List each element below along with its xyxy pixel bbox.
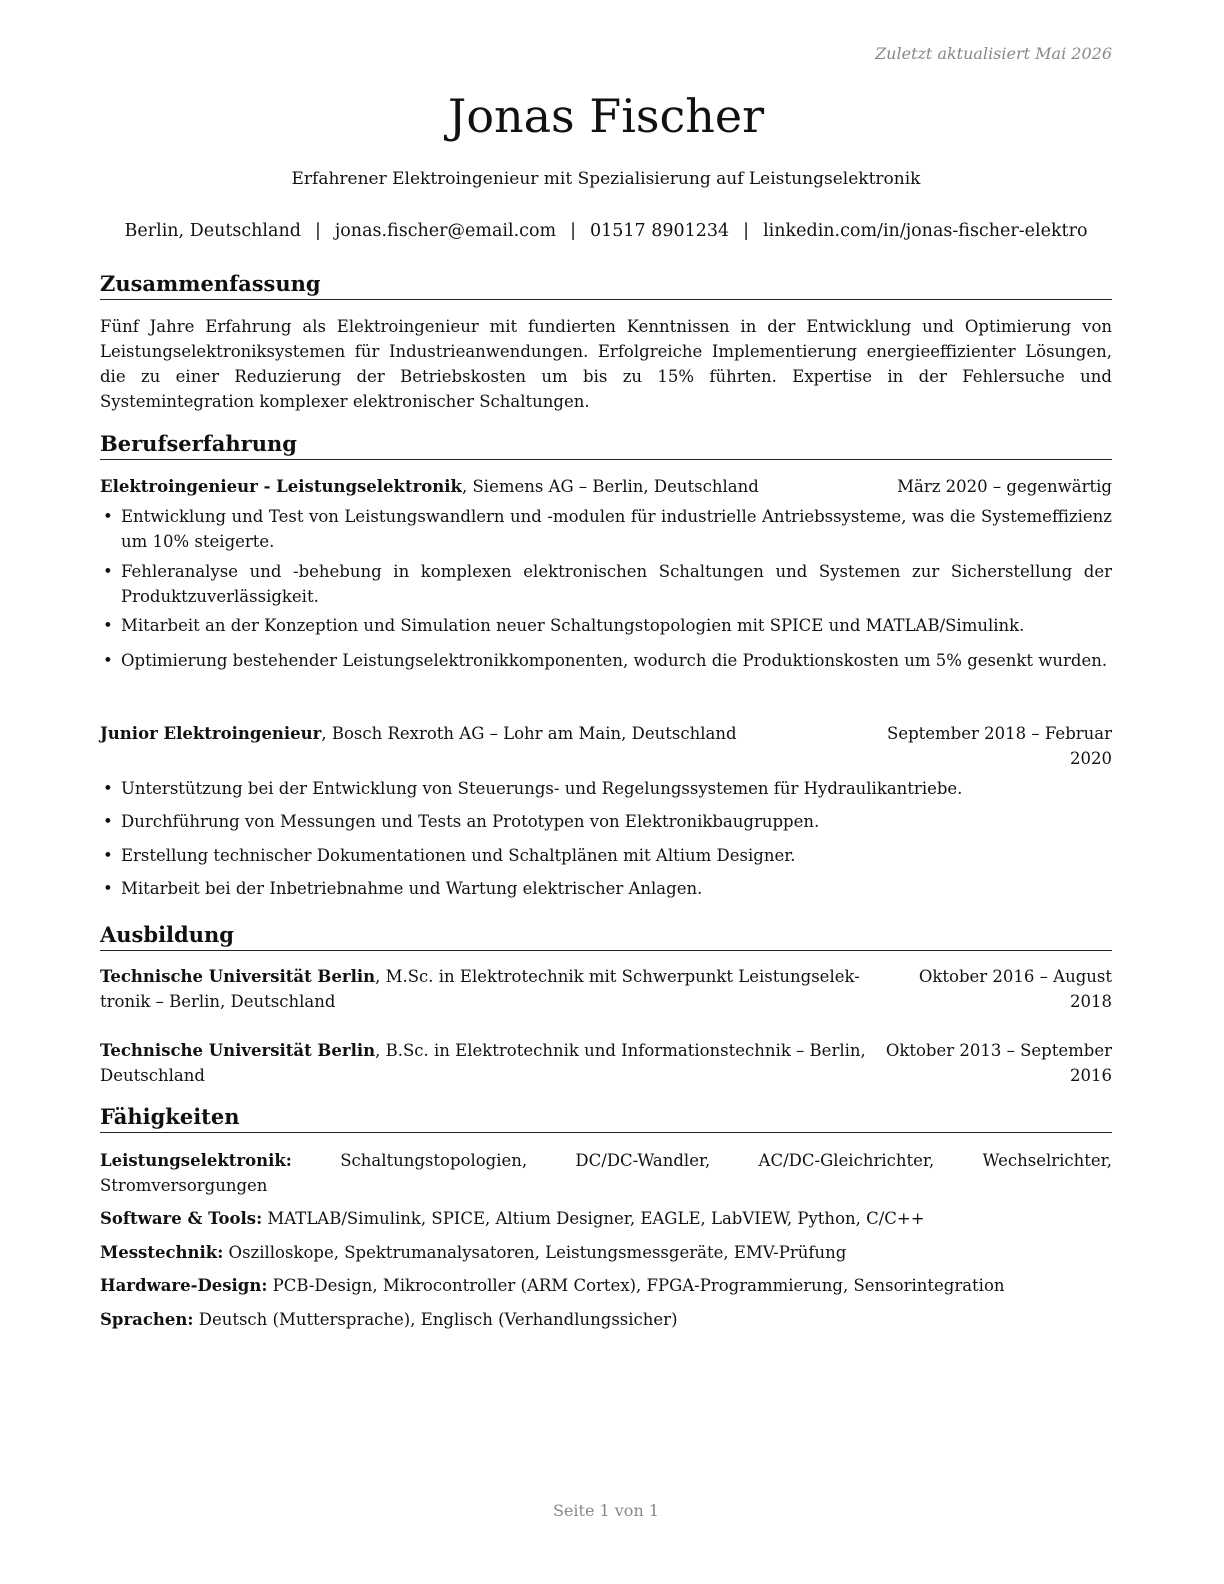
list-item: • Mitarbeit bei der Inbetriebnahme und Wartung elektrischer Anlagen.	[100, 876, 1112, 901]
skill-value: Schaltungstopologien, DC/DC-Wandler, AC/DC-Gleichrichter, Wechselrichter, Stromversorgungen	[100, 1151, 1112, 1195]
last-updated-note: Zuletzt aktualisiert Mai 2026	[875, 44, 1112, 63]
job-title: Elektroingenieur - Leistungselektronik	[100, 477, 462, 496]
job-title: Junior Elektroingenieur	[100, 724, 322, 743]
skill-line	[100, 1240, 1112, 1265]
bullet-point: •	[103, 507, 113, 526]
skill-label: Sprachen:	[100, 1310, 194, 1329]
skill-value: Oszilloskope, Spektrumanalysatoren, Leistungsmessgeräte, EMV-Prüfung	[223, 1243, 847, 1262]
contact-location: Berlin, Deutschland	[124, 221, 301, 241]
page-number: Seite 1 von 1	[552, 1501, 660, 1520]
job-bullet-list	[100, 809, 1112, 834]
skill-value: PCB-Design, Mikrocontroller (ARM Cortex), FPGA-Programmierung, Sensorintegration	[267, 1276, 1005, 1295]
job-bullet-list	[100, 776, 1112, 801]
contact-phone: 01517 8901234	[589, 221, 730, 241]
contact-linkedin-link[interactable]: linkedin.com/in/jonas-fischer-elektro	[763, 221, 1088, 241]
bullet-point: •	[103, 812, 113, 831]
list-item: • Mitarbeit an der Konzeption und Simulation neuer Schaltungstopologien mit SPICE und MATLAB/Simulink.	[100, 613, 1112, 638]
job-dates: März 2020 – gegenwärtig	[897, 477, 1112, 496]
list-item: • Erstellung technischer Dokumentationen und Schaltplänen mit Altium Designer.	[100, 843, 1112, 868]
contact-separator: |	[570, 221, 576, 241]
contact-separator: |	[743, 221, 750, 241]
skill-label: Hardware-Design:	[100, 1276, 268, 1295]
bullet-point: •	[103, 616, 113, 635]
job-bullet-list	[100, 613, 1112, 638]
skill-value: Deutsch (Muttersprache), Englisch (Verhandlungssicher)	[193, 1310, 678, 1329]
section-heading-skills: Fähigkeiten	[100, 1104, 1112, 1133]
job-header	[100, 474, 1112, 499]
list-item: • Durchführung von Messungen und Tests an Prototypen von Elektronikbaugruppen.	[100, 809, 1112, 834]
skill-value: MATLAB/Simulink, SPICE, Altium Designer, EAGLE, LabVIEW, Python, C/C++	[262, 1209, 925, 1228]
job-dates: September 2018 – Februar 2020	[887, 724, 1112, 768]
education-school: Technische Universität Berlin	[100, 1041, 376, 1060]
skill-line	[100, 1206, 1112, 1231]
contact-email-link[interactable]: jonas.fischer@email.com	[334, 221, 557, 241]
skill-label: Messtechnik:	[100, 1243, 224, 1262]
bullet-point: •	[103, 651, 113, 670]
list-item: • Optimierung bestehender Leistungselektronikkomponenten, wodurch die Produktionskosten um 5% gesenkt wurden.	[100, 648, 1112, 673]
list-item: • Entwicklung und Test von Leistungswandlern und -modulen für industrielle Antriebssysteme, was die Systemeffizienz um 10% steigerte.	[100, 504, 1112, 554]
job-bullet-list	[100, 843, 1112, 868]
candidate-tagline: Erfahrener Elektroingenieur mit Spezialisierung auf Leistungselektronik	[291, 169, 921, 189]
education-dates: Oktober 2016 – August 2018	[918, 967, 1112, 1011]
skill-line	[100, 1307, 1112, 1332]
skill-line	[100, 1148, 1112, 1198]
bullet-point: •	[103, 879, 113, 898]
job-bullet-list	[100, 559, 1112, 609]
job-bullet-list	[100, 876, 1112, 901]
education-degree: , B.Sc. in Elektrotechnik und Informationstechnik – Berlin,	[375, 1041, 866, 1060]
job-company: , Bosch Rexroth AG – Lohr am Main, Deutschland	[321, 724, 737, 743]
contact-line	[100, 219, 1112, 243]
list-item: • Fehleranalyse und -behebung in komplexen elektronischen Schaltungen und Systemen zur Sicherstellung der Produktzuverlässigkeit.	[100, 559, 1112, 609]
section-heading-summary: Zusammenfassung	[100, 271, 1112, 300]
bullet-point: •	[103, 779, 113, 798]
education-dates: Oktober 2013 – September 2016	[885, 1041, 1112, 1085]
contact-separator: |	[314, 221, 321, 241]
skill-label: Software & Tools:	[100, 1209, 263, 1228]
skill-label: Leistungselektronik:	[100, 1151, 292, 1170]
summary-text: Fünf Jahre Erfahrung als Elektroingenieur mit fundierten Kenntnissen in der Entwicklung und Optimierung von Leistungselektroniksystemen für Industrieanwendungen. Erfolgreiche Implementierung energieeffizienter Lösungen, die zu einer Reduzierung der Betriebskosten um bis zu 15% führten. Expertise in der Fehlersuche und Systemintegration komplexer elektronischer Schaltungen.	[100, 317, 1112, 411]
bullet-point: •	[103, 562, 113, 581]
education-entry	[100, 964, 1112, 1014]
job-company: , Siemens AG – Berlin, Deutschland	[462, 477, 759, 496]
list-item: • Unterstützung bei der Entwicklung von Steuerungs- und Regelungssystemen für Hydraulikantriebe.	[100, 776, 1112, 801]
job-bullet-list	[100, 648, 1112, 673]
job-header	[100, 721, 1112, 771]
bullet-point: •	[103, 846, 113, 865]
education-school: Technische Universität Berlin	[100, 967, 376, 986]
education-degree-cont: tronik – Berlin, Deutschland	[100, 992, 336, 1011]
skill-line	[100, 1273, 1112, 1298]
section-heading-experience: Berufserfahrung	[100, 431, 1112, 460]
education-degree: , M.Sc. in Elektrotechnik mit Schwerpunkt Leistungselek-	[375, 967, 860, 986]
section-heading-education: Ausbildung	[100, 922, 1112, 951]
candidate-name: Jonas Fischer	[447, 89, 765, 143]
job-bullet-list	[100, 504, 1112, 554]
education-degree-cont: Deutschland	[100, 1066, 205, 1085]
education-entry	[100, 1038, 1112, 1088]
resume-page	[100, 0, 1112, 1584]
